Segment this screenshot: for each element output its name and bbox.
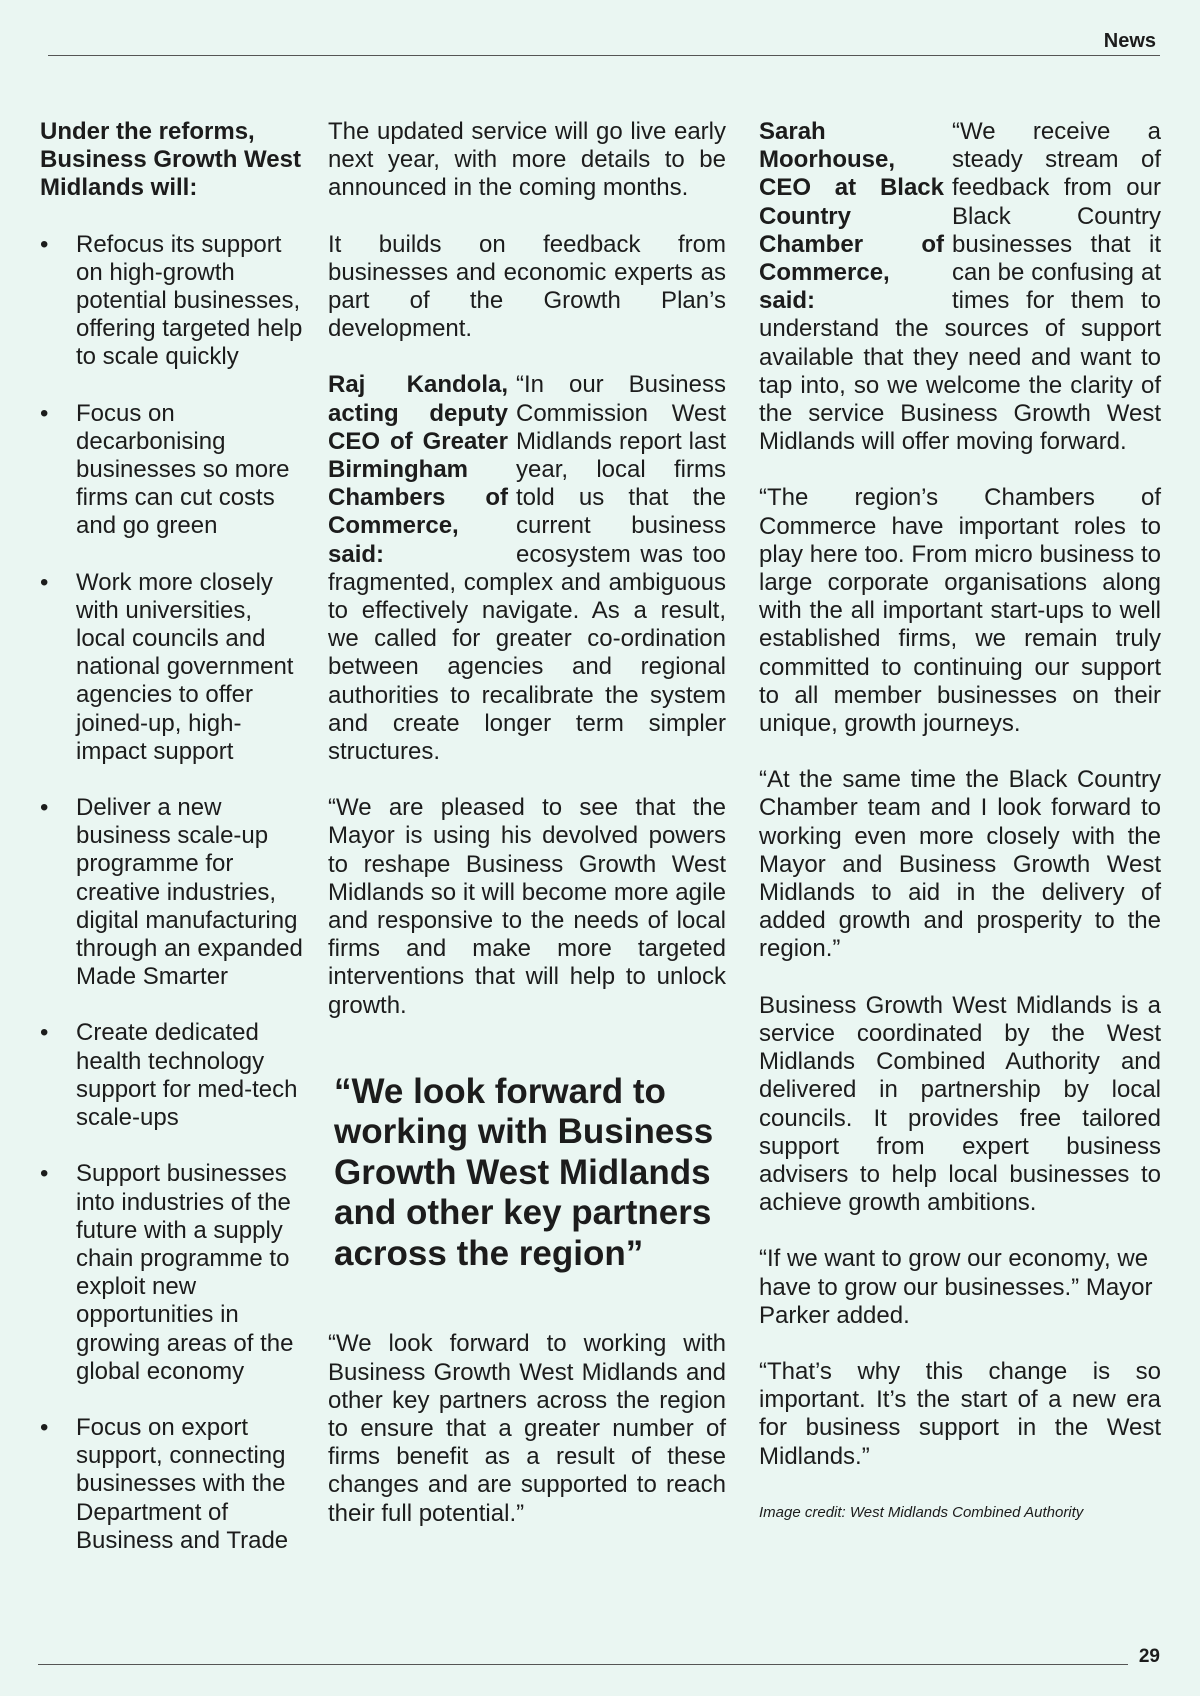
bullet-icon: •	[40, 794, 49, 822]
bullet-icon: •	[40, 1413, 49, 1441]
bullet-icon: •	[40, 1160, 49, 1188]
list-item: • Work more closely with universities, local councils and national government agencies to offer joined-up, high-impact support	[40, 568, 294, 765]
bullet-icon: •	[40, 568, 49, 596]
footer-divider	[38, 1664, 1128, 1665]
quote-raj-2: “We are pleased to see that the Mayor is using his devolved powers to reshape Business Growth West Midlands so it will become more agile and responsive to the needs of local firms and make more targeted interventions that will help to unlock growth.	[328, 794, 726, 1019]
quote-sarah-3: “At the same time the Black Country Chamber team and I look forward to working even more closely with the Mayor and Business Growth West Midlands to aid in the delivery of added growth and prosperity to the region.”	[759, 766, 1161, 963]
column-reforms	[40, 118, 305, 1583]
list-item: • Focus on export support, connecting businesses with the Department of Business and Trade	[40, 1413, 289, 1554]
reforms-lead: Under the reforms, Business Growth West Midlands will:	[40, 118, 301, 202]
image-credit: Image credit: West Midlands Combined Authority	[759, 1503, 1084, 1521]
bullet-icon: •	[40, 399, 49, 427]
quote-block-sarah	[759, 118, 1161, 456]
reforms-list	[40, 231, 305, 1555]
quote-sarah-2: “The region’s Chambers of Commerce have important roles to play here too. From micro business to large corporate organisations along with the all important start-ups to well established firms, we remain truly committed to continuing our support to all member businesses on their unique, growth journeys.	[759, 484, 1161, 738]
section-label: News	[1103, 30, 1156, 52]
quote-block-raj	[328, 371, 726, 766]
header-divider	[48, 55, 1160, 56]
column-right	[759, 118, 1161, 1527]
quote-raj-1: “In our Business Commission West Midlands report last year, local firms told us that the current business ecosystem was too fragmented, complex and ambiguous to effectively navigate. As a result, we called for greater co-ordination between agencies and regional authorities to recalibrate the system and create longer term simpler structures.	[328, 371, 726, 766]
paragraph-mayor: “If we want to grow our economy, we have to grow our businesses.” Mayor Parker added.	[759, 1245, 1153, 1329]
paragraph-service: Business Growth West Midlands is a service coordinated by the West Midlands Combined Authority and delivered in partnership by local councils. It provides free tailored support from expert business advisers to help local businesses to achieve growth ambitions.	[759, 991, 1161, 1217]
list-item: • Support businesses into industries of the future with a supply chain programme to exploit new opportunities in growing areas of the global economy	[40, 1160, 294, 1385]
paragraph-feedback: It builds on feedback from businesses and economic experts as part of the Growth Plan’s development.	[328, 230, 726, 343]
bullet-icon: •	[40, 1019, 49, 1047]
list-item: • Refocus its support on high-growth potential businesses, offering targeted help to scale quickly	[40, 230, 303, 371]
column-middle	[328, 118, 726, 1556]
pull-quote: “We look forward to working with Business Growth West Midlands and other key partners across the region”	[334, 1071, 714, 1273]
paragraph-go-live: The updated service will go live early next year, with more details to be announced in the coming months.	[328, 118, 726, 202]
quote-raj-3: “We look forward to working with Business Growth West Midlands and other key partners across the region to ensure that a greater number of firms benefit as a result of these changes and are supported to reach their full potential.”	[328, 1330, 726, 1527]
paragraph-new-era: “That’s why this change is so important. It’s the start of a new era for business support in the West Midlands.”	[759, 1357, 1161, 1470]
speaker-raj-kandola: Raj Kandola, acting deputy CEO of Greater Birmingham Chambers of Commerce, said:	[328, 371, 508, 568]
list-item: • Deliver a new business scale-up programme for creative industries, digital manufacturing through an expanded Made Smarter	[40, 794, 303, 991]
list-item: • Focus on decarbonising businesses so more firms can cut costs and go green	[40, 399, 290, 540]
page-number: 29	[1138, 1646, 1160, 1667]
bullet-icon: •	[40, 230, 49, 258]
speaker-sarah-moorhouse: Sarah Moorhouse, CEO at Black Country Chamber of Commerce, said:	[759, 118, 944, 315]
list-item: • Create dedicated health technology support for med-tech scale-ups	[40, 1019, 298, 1132]
quote-sarah-1: “We receive a steady stream of feedback from our Black Country businesses that it can be confusing at times for them to understand the sources of support available that they need and want to tap into, so we welcome the clarity of the service Business Growth West Midlands will offer moving forward.	[759, 118, 1161, 456]
